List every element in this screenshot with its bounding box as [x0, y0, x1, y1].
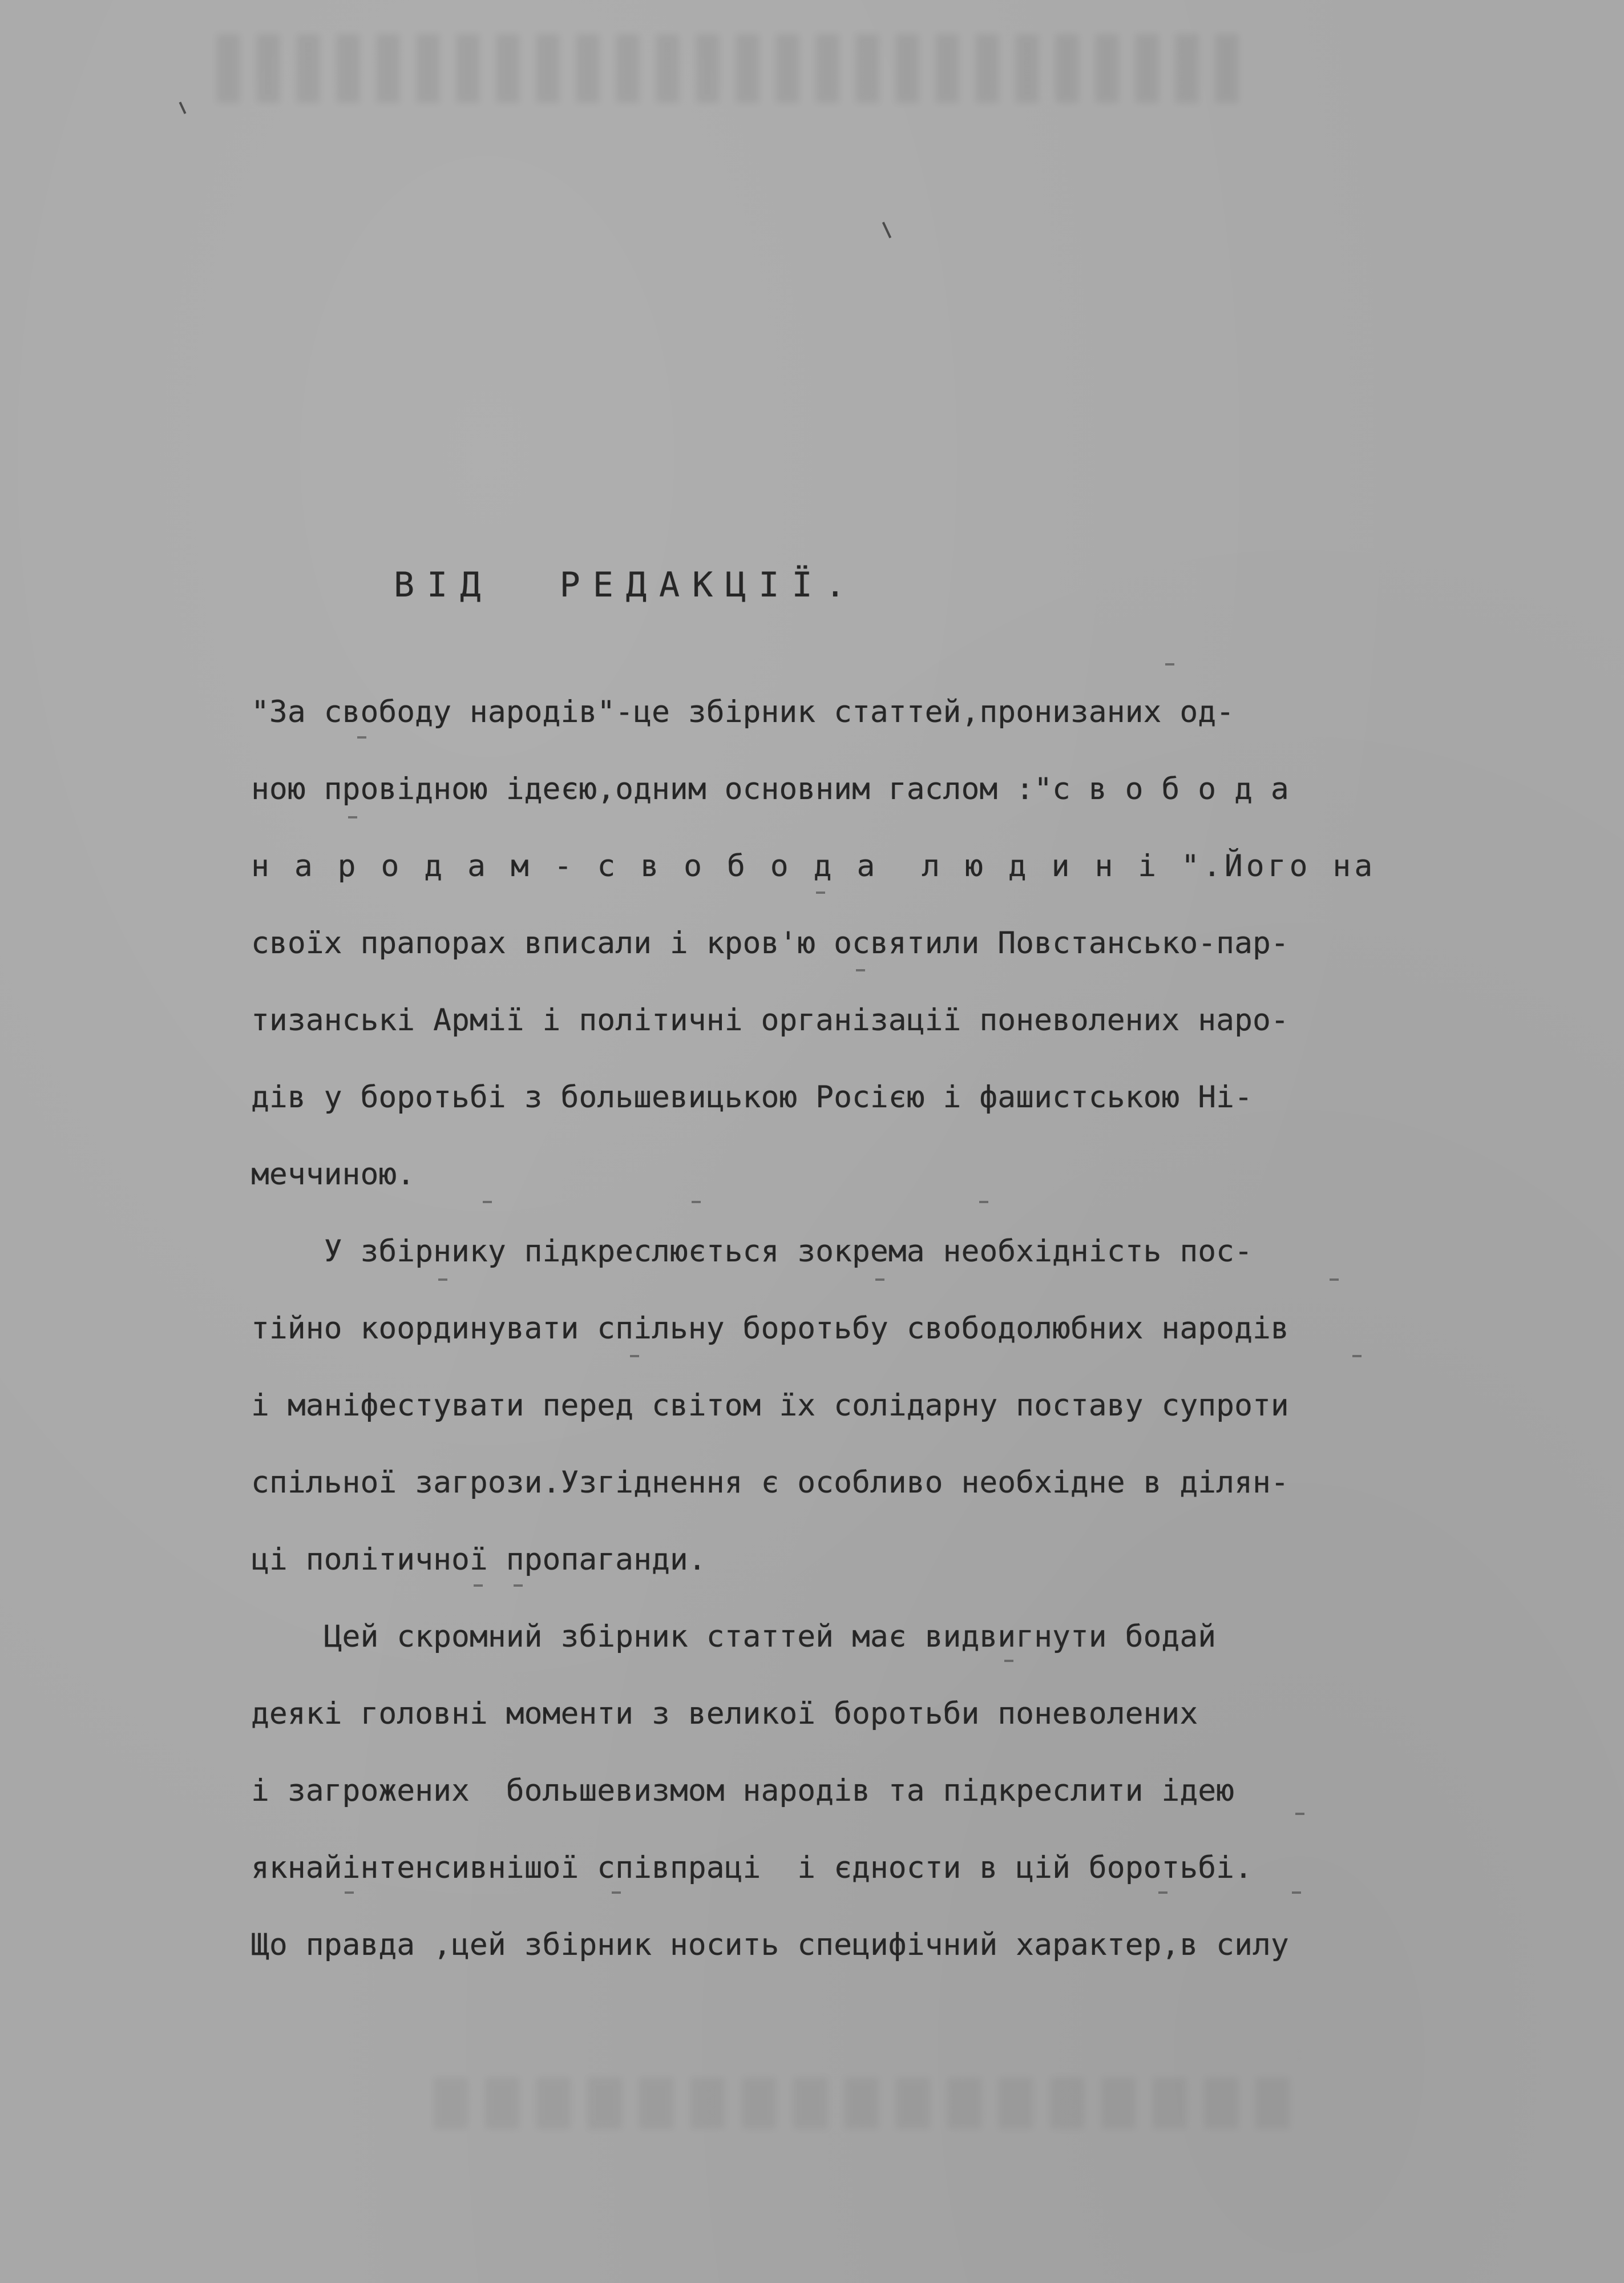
document-title: ВІД РЕДАКЦІЇ. — [394, 565, 858, 605]
text-line: і маніфестувати перед світом їх солідарну поставу супроти — [251, 1388, 1289, 1423]
ink-mark — [179, 102, 187, 114]
text-line: тійно координувати спільну боротьбу свободолюбних народів — [251, 1311, 1289, 1346]
text-line: якнайінтенсивнішої співпраці і єдности в цій боротьбі. — [251, 1850, 1253, 1885]
text-line: "За свободу народів"-це збірник статтей,пронизаних од- — [251, 695, 1235, 729]
paragraph-3 — [251, 1598, 1444, 1983]
text-line: спільної загрози.Узгіднення є особливо необхідне в ділян- — [251, 1465, 1289, 1500]
text-line: ці політичної пропаганди. — [251, 1542, 706, 1577]
document-body — [251, 673, 1444, 1983]
text-line: тизанські Армії і політичні організації поневолених наро- — [251, 1003, 1289, 1038]
text-line: У збірнику підкреслюється зокрема необхідність пос- — [251, 1234, 1253, 1269]
ink-dash — [1165, 663, 1174, 665]
paragraph-1 — [251, 673, 1444, 1213]
bleed-through-text-bottom — [434, 2078, 1290, 2129]
paragraph-2 — [251, 1213, 1444, 1598]
text-line: своїх прапорах вписали і кров'ю освятили Повстансько-пар- — [251, 926, 1289, 961]
text-line: ною провідною ідеєю,одним основним гаслом :"с в о б о д а — [251, 772, 1289, 806]
text-line: Цей скромний збірник статтей має видвигнути бодай — [251, 1619, 1217, 1654]
text-line: і загрожених большевизмом народів та підкреслити ідею — [251, 1773, 1235, 1808]
text-line: дів у боротьбі з большевицькою Росією і фашистською Ні- — [251, 1080, 1253, 1115]
text-line: Що правда ,цей збірник носить специфічний характер,в силу — [251, 1927, 1289, 1962]
text-line: деякі головні моменти з великої боротьби поневолених — [251, 1696, 1198, 1731]
text-line: н а р о д а м - с в о б о д а л ю д и н і ".Його на — [251, 849, 1376, 884]
bleed-through-text — [217, 34, 1244, 103]
text-line: меччиною. — [251, 1157, 415, 1192]
ink-mark — [882, 222, 891, 239]
